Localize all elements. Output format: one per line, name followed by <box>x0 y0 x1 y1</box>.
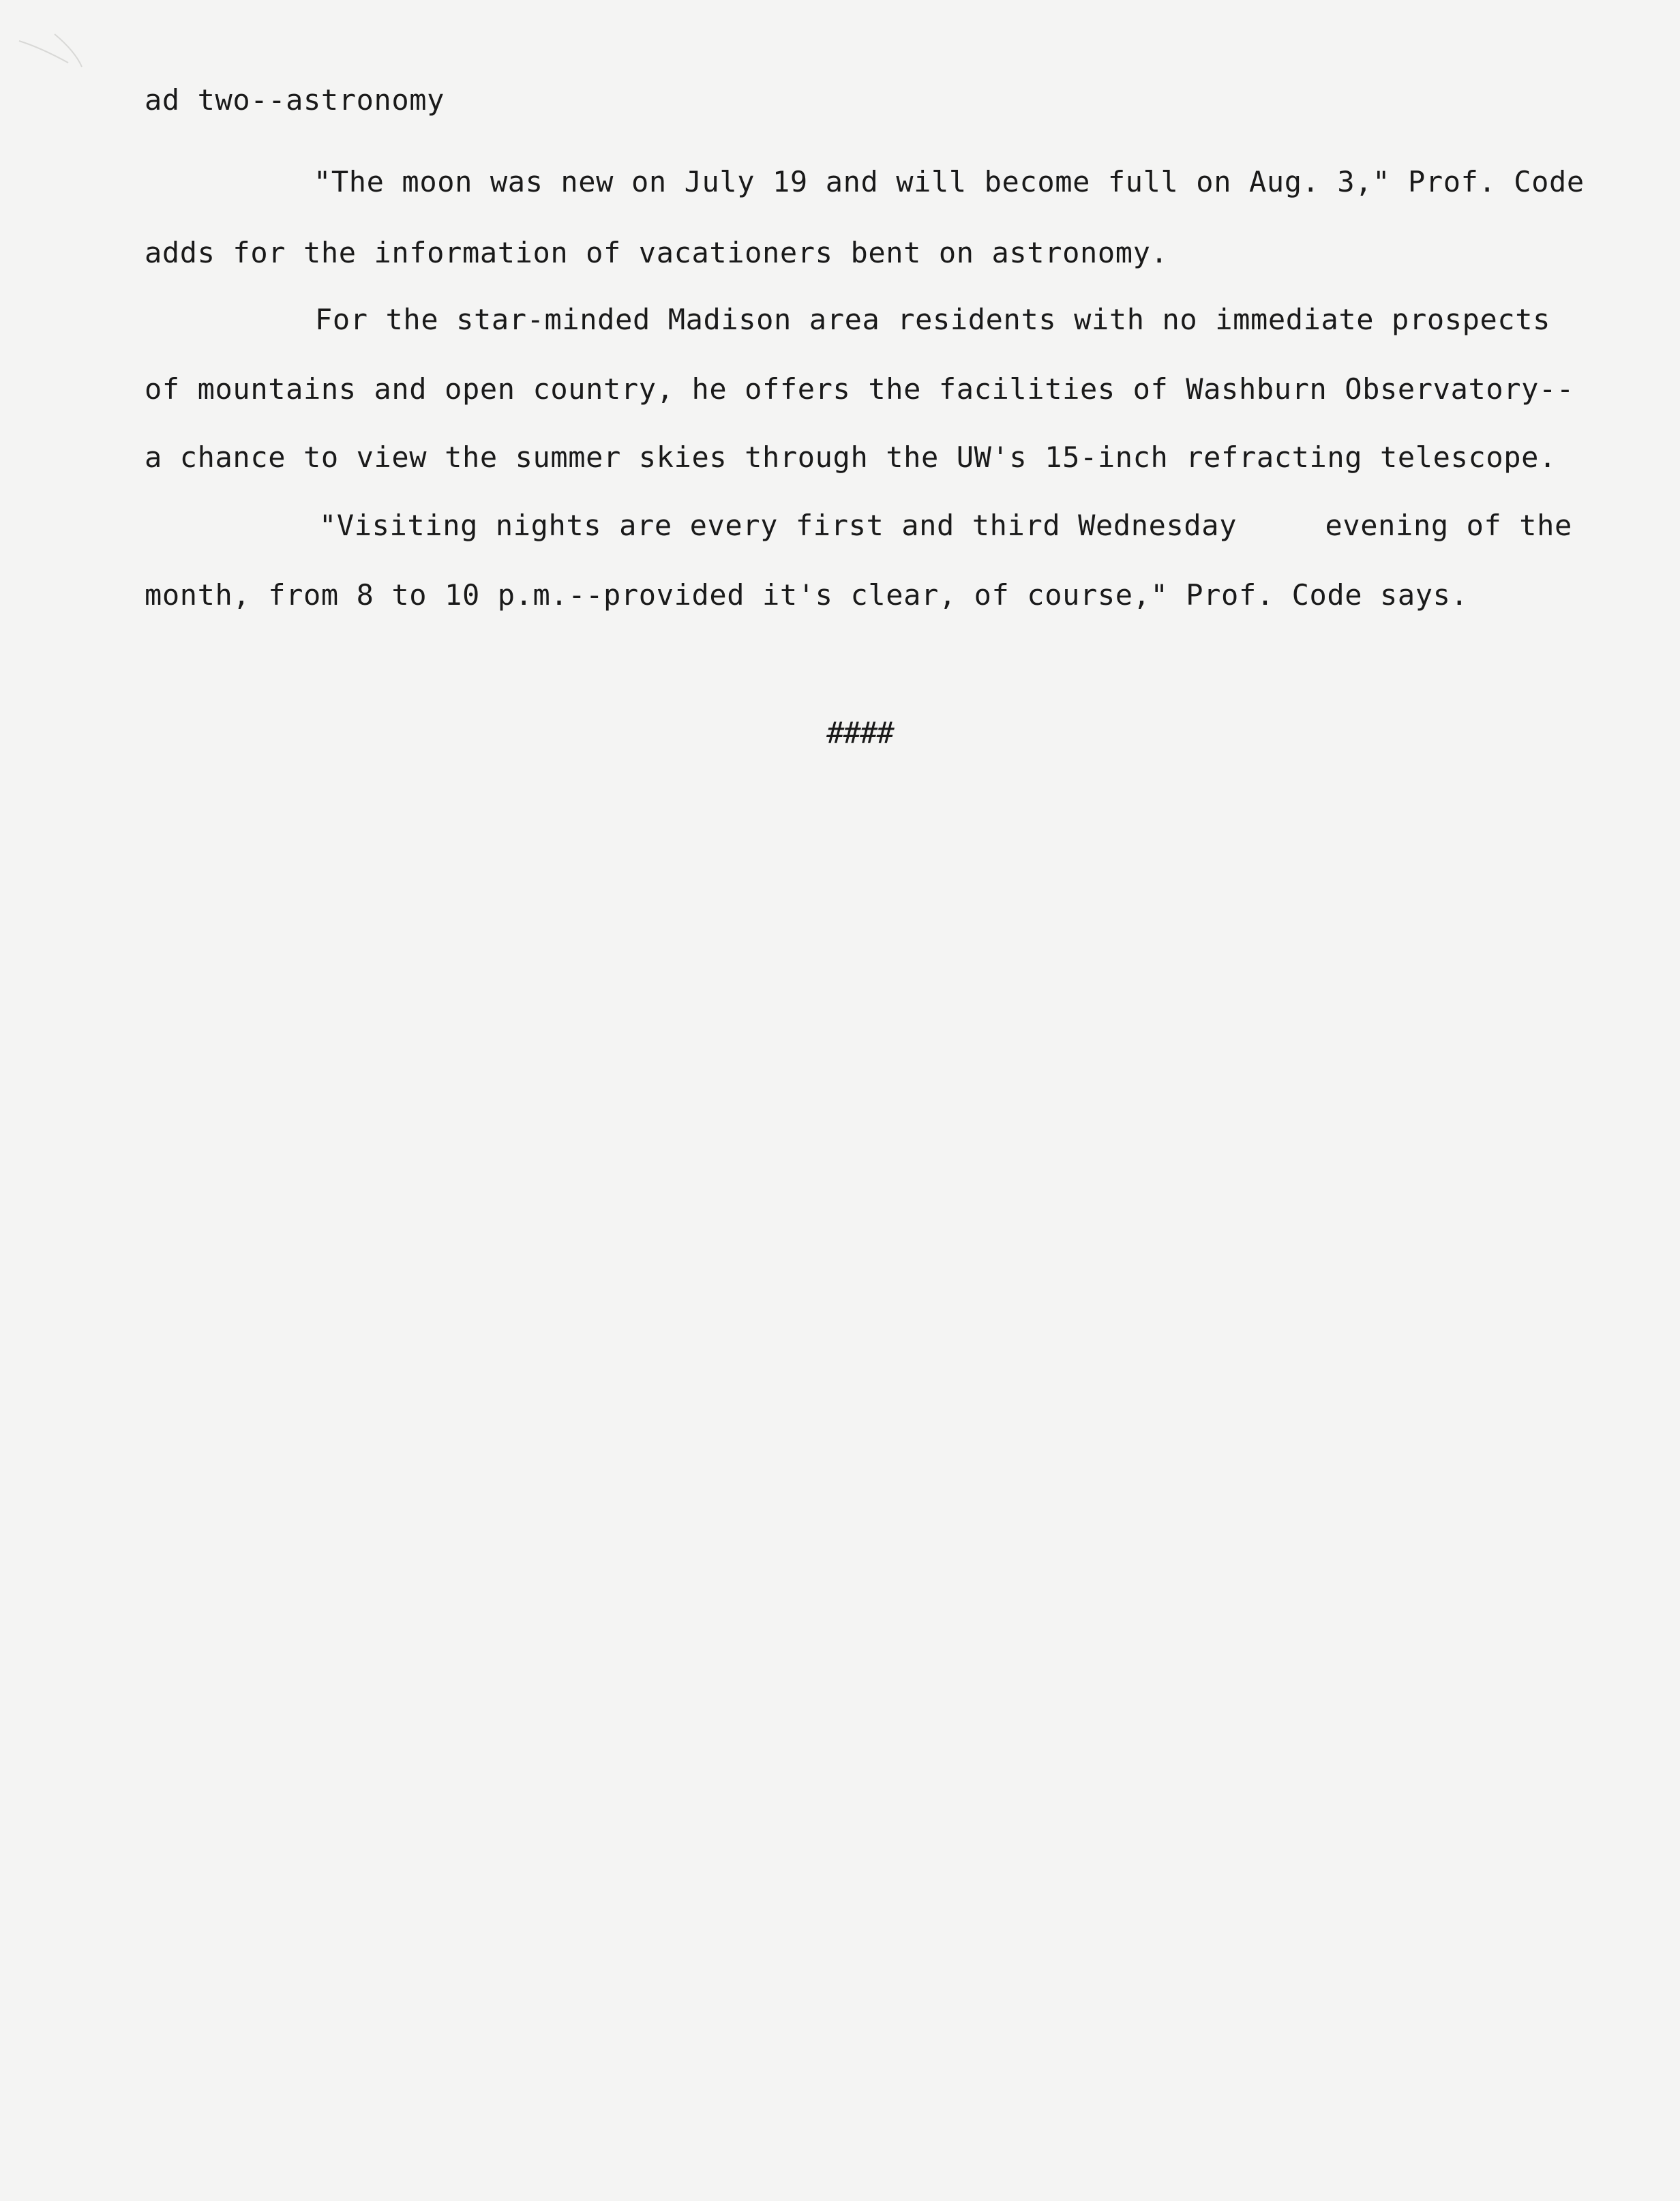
corner-crease-mark <box>14 20 89 68</box>
end-of-release-mark: #### <box>826 716 893 751</box>
paragraph-2-line-1: For the star-minded Madison area residents with no immediate prospects <box>315 303 1551 336</box>
paragraph-1-line-2: adds for the information of vacationers bent on astronomy. <box>145 236 1169 269</box>
paragraph-3-line-1: "Visiting nights are every first and third Wednesday evening of the <box>319 509 1572 542</box>
paragraph-2-line-2: of mountains and open country, he offers the facilities of Washburn Observatory-- <box>145 372 1574 406</box>
paragraph-2-line-3: a chance to view the summer skies through the UW's 15-inch refracting telescope. <box>145 440 1557 474</box>
page-header: ad two--astronomy <box>145 83 445 117</box>
paragraph-3-line-2: month, from 8 to 10 p.m.--provided it's clear, of course," Prof. Code says. <box>145 578 1469 612</box>
paragraph-1-line-1: "The moon was new on July 19 and will become full on Aug. 3," Prof. Code <box>314 165 1585 198</box>
